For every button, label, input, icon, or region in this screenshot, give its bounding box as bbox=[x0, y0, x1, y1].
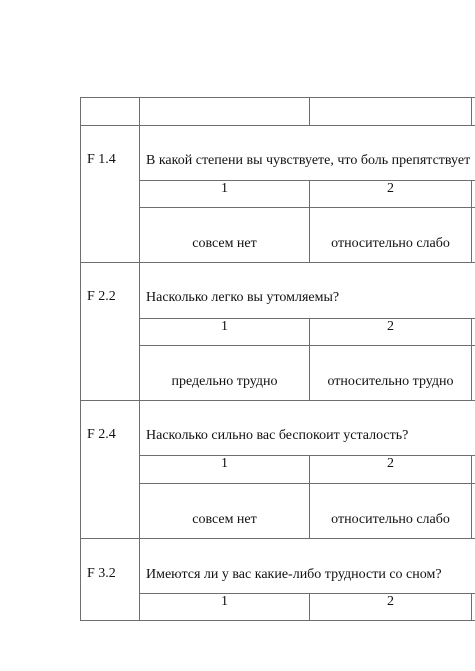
question-text: Имеются ли у вас какие-либо трудности со сном? bbox=[146, 567, 442, 582]
question-text: Насколько легко вы утомляемы? bbox=[146, 290, 340, 305]
row-divider bbox=[140, 207, 475, 208]
option-label: относительно слабо bbox=[331, 236, 450, 251]
option-label: относительно слабо bbox=[331, 512, 450, 527]
option-number: 2 bbox=[387, 181, 394, 196]
question-code: F 3.2 bbox=[87, 566, 116, 581]
question-code: F 2.2 bbox=[87, 289, 116, 304]
question-text: В какой степени вы чувствуете, что боль препятствует bbox=[146, 153, 471, 168]
option-label: относительно трудно bbox=[327, 374, 454, 389]
option-number: 1 bbox=[221, 594, 228, 609]
option-number: 1 bbox=[221, 456, 228, 471]
row-divider bbox=[140, 345, 475, 346]
option-number: 1 bbox=[221, 181, 228, 196]
column-divider bbox=[471, 318, 472, 400]
option-number: 2 bbox=[387, 319, 394, 334]
column-divider bbox=[309, 97, 310, 125]
option-label: совсем нет bbox=[192, 512, 257, 527]
option-label: совсем нет bbox=[192, 236, 257, 251]
column-divider bbox=[471, 593, 472, 621]
table-border-left bbox=[80, 97, 81, 621]
question-code: F 2.4 bbox=[87, 427, 116, 442]
option-number: 1 bbox=[221, 319, 228, 334]
row-divider bbox=[140, 483, 475, 484]
column-divider bbox=[471, 455, 472, 538]
column-divider bbox=[471, 97, 472, 125]
column-divider bbox=[471, 180, 472, 262]
column-divider bbox=[139, 97, 140, 621]
option-number: 2 bbox=[387, 456, 394, 471]
option-number: 2 bbox=[387, 594, 394, 609]
option-label: предельно трудно bbox=[171, 374, 278, 389]
question-text: Насколько сильно вас беспокоит усталость? bbox=[146, 428, 409, 443]
question-code: F 1.4 bbox=[87, 152, 116, 167]
